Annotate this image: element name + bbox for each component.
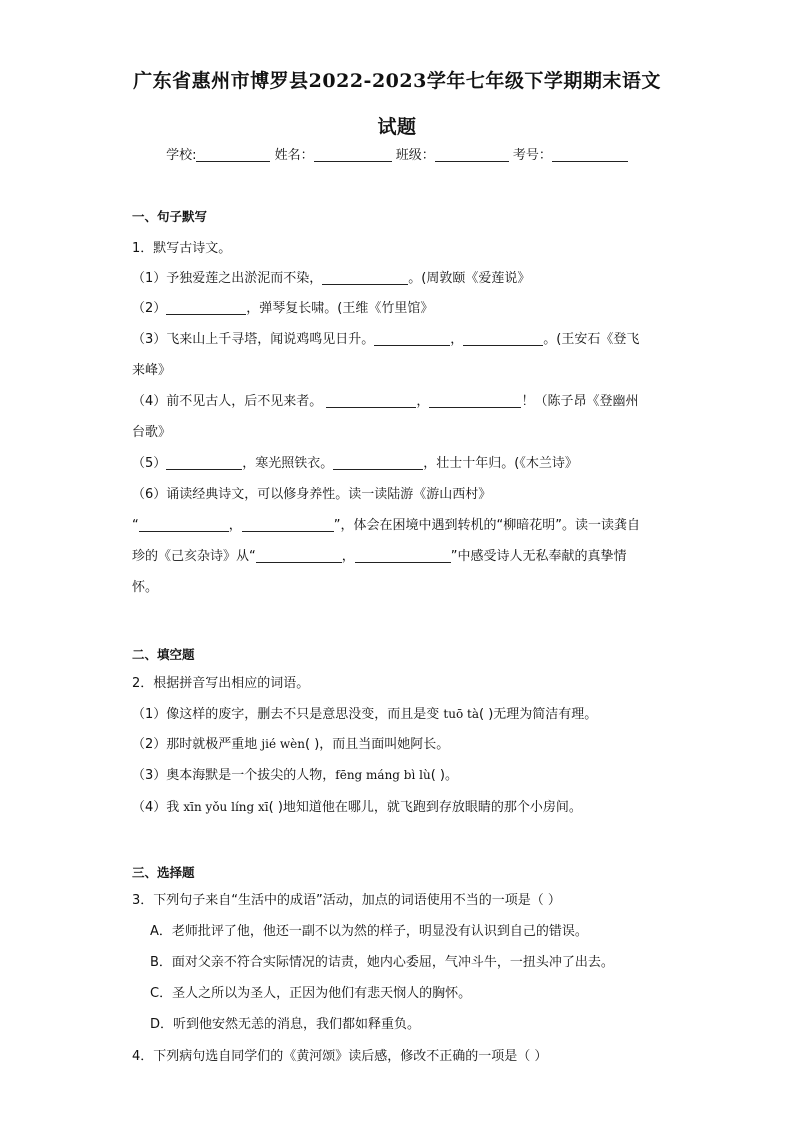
question-3-option-d[interactable]: D．听到他安然无恙的消息，我们都如释重负。 [150,1017,421,1032]
answer-blank[interactable] [374,331,450,346]
question-1-stem: 1．默写古诗文。 [132,241,232,256]
pinyin: xīn yǒu líng xī [183,800,269,814]
answer-blank[interactable] [326,393,416,408]
answer-blank[interactable] [166,300,246,315]
number-blank[interactable] [552,147,628,162]
pinyin: fēng máng bì lù [335,768,431,782]
question-1-part-4: （4）前不见古人，后不见来者。 ， ！（陈子昂《登幽州 [132,394,639,409]
answer-blank[interactable] [355,548,451,563]
answer-blank[interactable] [166,455,242,470]
question-2-part-3: （3）奥本海默是一个拔尖的人物，fēng máng bì lù( )。 [132,768,458,783]
pinyin: tuō tà [443,707,479,721]
question-4-stem: 4．下列病句选自同学们的《黄河颂》读后感，修改不正确的一项是（ ） [132,1049,548,1064]
question-2-stem: 2．根据拼音写出相应的词语。 [132,676,310,691]
question-1-part-6-line3: 珍的《己亥杂诗》从“ ， ”中感受诗人无私奉献的真挚情 [132,549,627,564]
section-heading-multiple-choice: 三、选择题 [132,865,195,880]
question-1-part-6-line4: 怀。 [132,580,159,595]
question-3-stem: 3．下列句子来自“生活中的成语”活动，加点的词语使用不当的一项是（ ） [132,893,561,908]
name-label: 姓名： [274,148,314,163]
section-heading-fill-blank: 二、填空题 [132,647,195,662]
question-2-part-2: （2）那时就极严重地 jié wèn( )，而且当面叫她阿长。 [132,737,450,752]
answer-blank[interactable] [333,455,423,470]
question-1-part-1: （1）予独爱莲之出淤泥而不染， 。(周敦颐《爱莲说》 [132,271,531,286]
question-2-part-4: （4）我 xīn yǒu líng xī( )地知道他在哪儿，就飞跑到存放眼睛的那个小房间。 [132,800,582,815]
exam-title-line2: 试题 [377,116,417,138]
class-blank[interactable] [435,147,509,162]
student-info-row [0,144,794,163]
name-blank[interactable] [314,147,392,162]
question-3-option-a[interactable]: A．老师批评了他，他还一副不以为然的样子，明显没有认识到自己的错误。 [150,924,588,939]
school-blank[interactable] [196,147,270,162]
class-label: 班级： [395,148,435,163]
question-1-part-6: （6）诵读经典诗文，可以修身养性。读一读陆游《游山西村》 [132,487,492,502]
answer-blank[interactable] [322,270,408,285]
pinyin: jié wèn [261,737,305,751]
answer-blank[interactable] [256,548,342,563]
question-1-part-4-cont: 台歌》 [132,425,172,440]
question-1-part-6-line2: “ ， ”，体会在困境中遇到转机的“柳暗花明”。读一读龚自 [132,518,640,533]
question-1-part-5: （5） ，寒光照铁衣。 ，壮士十年归。(《木兰诗》 [132,456,578,471]
question-1-part-3: （3）飞来山上千寻塔，闻说鸡鸣见日升。 ， 。(王安石《登飞 [132,332,640,347]
exam-title-line1: 广东省惠州市博罗县2022-2023学年七年级下学期期末语文 [133,70,661,92]
number-label: 考号： [512,148,552,163]
answer-blank[interactable] [139,517,229,532]
question-1-part-2: （2） ，弹琴复长啸。(王维《竹里馆》 [132,301,434,316]
answer-blank[interactable] [429,393,521,408]
question-2-part-1: （1）像这样的废字，删去不只是意思没变，而且是变 tuō tà( )无理为简洁有理。 [132,707,598,722]
question-3-option-b[interactable]: B．面对父亲不符合实际情况的诘责，她内心委屈，气冲斗牛，一扭头冲了出去。 [150,955,614,970]
answer-blank[interactable] [463,331,543,346]
section-heading-recitation: 一、句子默写 [132,209,208,224]
question-3-option-c[interactable]: C．圣人之所以为圣人，正因为他们有悲天悯人的胸怀。 [150,986,472,1001]
school-label: 学校: [166,148,197,163]
question-1-part-3-cont: 来峰》 [132,363,172,378]
answer-blank[interactable] [242,517,334,532]
